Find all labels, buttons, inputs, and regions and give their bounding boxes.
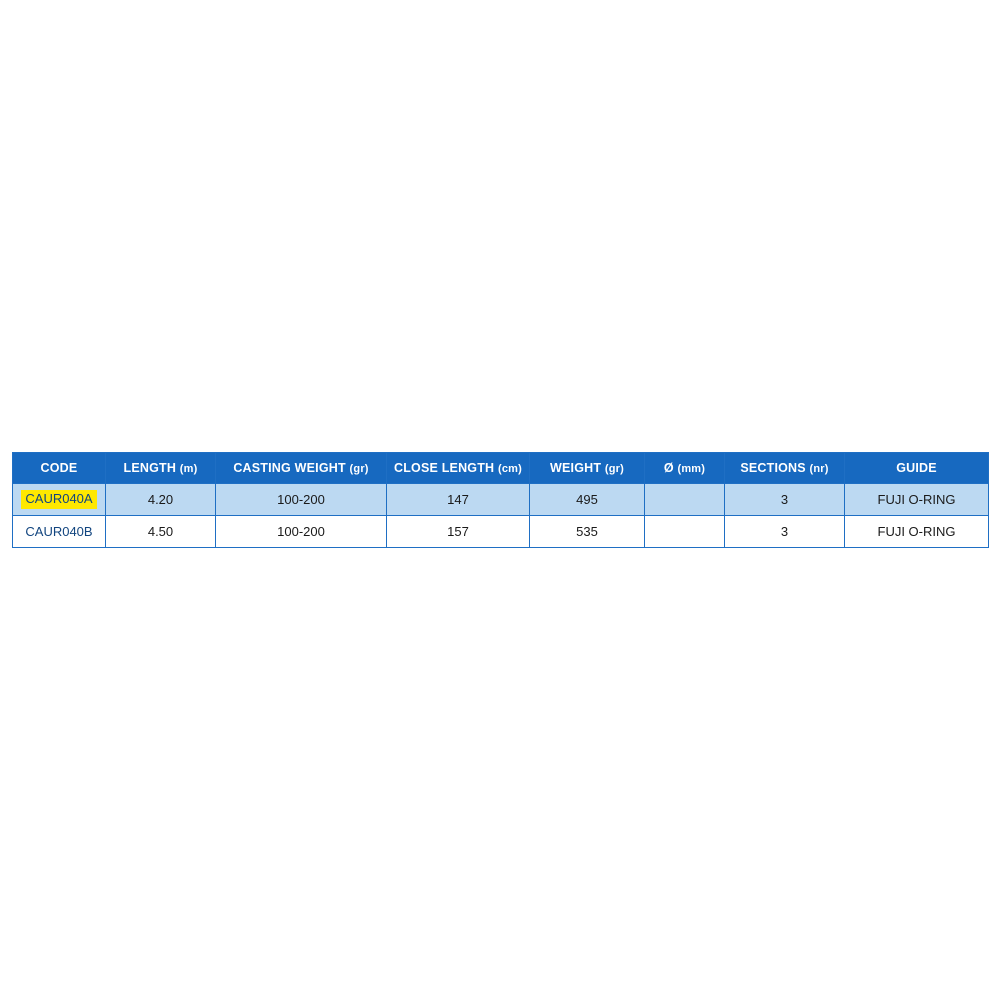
column-header-sections-unit: (nr): [809, 463, 829, 475]
column-header-sections: [725, 453, 845, 484]
table-row: [13, 516, 989, 548]
column-header-weight-label: WEIGHT: [549, 461, 602, 475]
table-body: [13, 484, 989, 548]
column-header-sections-label: SECTIONS: [740, 461, 806, 475]
cell-guide: FUJI O-RING: [845, 516, 989, 548]
specifications-table: [12, 452, 989, 548]
cell-weight: 495: [530, 484, 645, 516]
cell-close-length: 157: [387, 516, 530, 548]
cell-diameter: [645, 484, 725, 516]
table-header: [13, 453, 989, 484]
table-header-row: [13, 453, 989, 484]
column-header-diameter: [645, 453, 725, 484]
column-header-length-label: LENGTH: [123, 461, 177, 475]
column-header-casting-weight: [216, 453, 387, 484]
column-header-close-length-label: CLOSE LENGTH: [393, 461, 495, 475]
specifications-table-container: [12, 452, 988, 548]
cell-close-length: 147: [387, 484, 530, 516]
cell-casting-weight: 100-200: [216, 484, 387, 516]
cell-code: CAUR040B: [13, 516, 106, 548]
column-header-code: [13, 453, 106, 484]
column-header-weight-unit: (gr): [604, 463, 625, 475]
cell-casting-weight: 100-200: [216, 516, 387, 548]
cell-length: 4.20: [106, 484, 216, 516]
column-header-casting-weight-label: CASTING WEIGHT: [233, 461, 346, 475]
cell-code: [13, 484, 106, 516]
cell-length: 4.50: [106, 516, 216, 548]
table-row: [13, 484, 989, 516]
column-header-code-label: CODE: [40, 461, 78, 475]
cell-weight: 535: [530, 516, 645, 548]
column-header-diameter-unit: (mm): [677, 463, 706, 475]
column-header-casting-weight-unit: (gr): [349, 463, 369, 475]
column-header-guide: [845, 453, 989, 484]
cell-sections: 3: [725, 516, 845, 548]
column-header-length: [106, 453, 216, 484]
cell-diameter: [645, 516, 725, 548]
column-header-guide-label: GUIDE: [896, 461, 937, 475]
cell-sections: 3: [725, 484, 845, 516]
column-header-close-length-unit: (cm): [497, 463, 523, 475]
code-highlight: CAUR040A: [21, 490, 96, 508]
cell-guide: FUJI O-RING: [845, 484, 989, 516]
column-header-length-unit: (m): [179, 463, 198, 475]
column-header-close-length: [387, 453, 530, 484]
column-header-diameter-label: Ø: [663, 461, 674, 475]
column-header-weight: [530, 453, 645, 484]
